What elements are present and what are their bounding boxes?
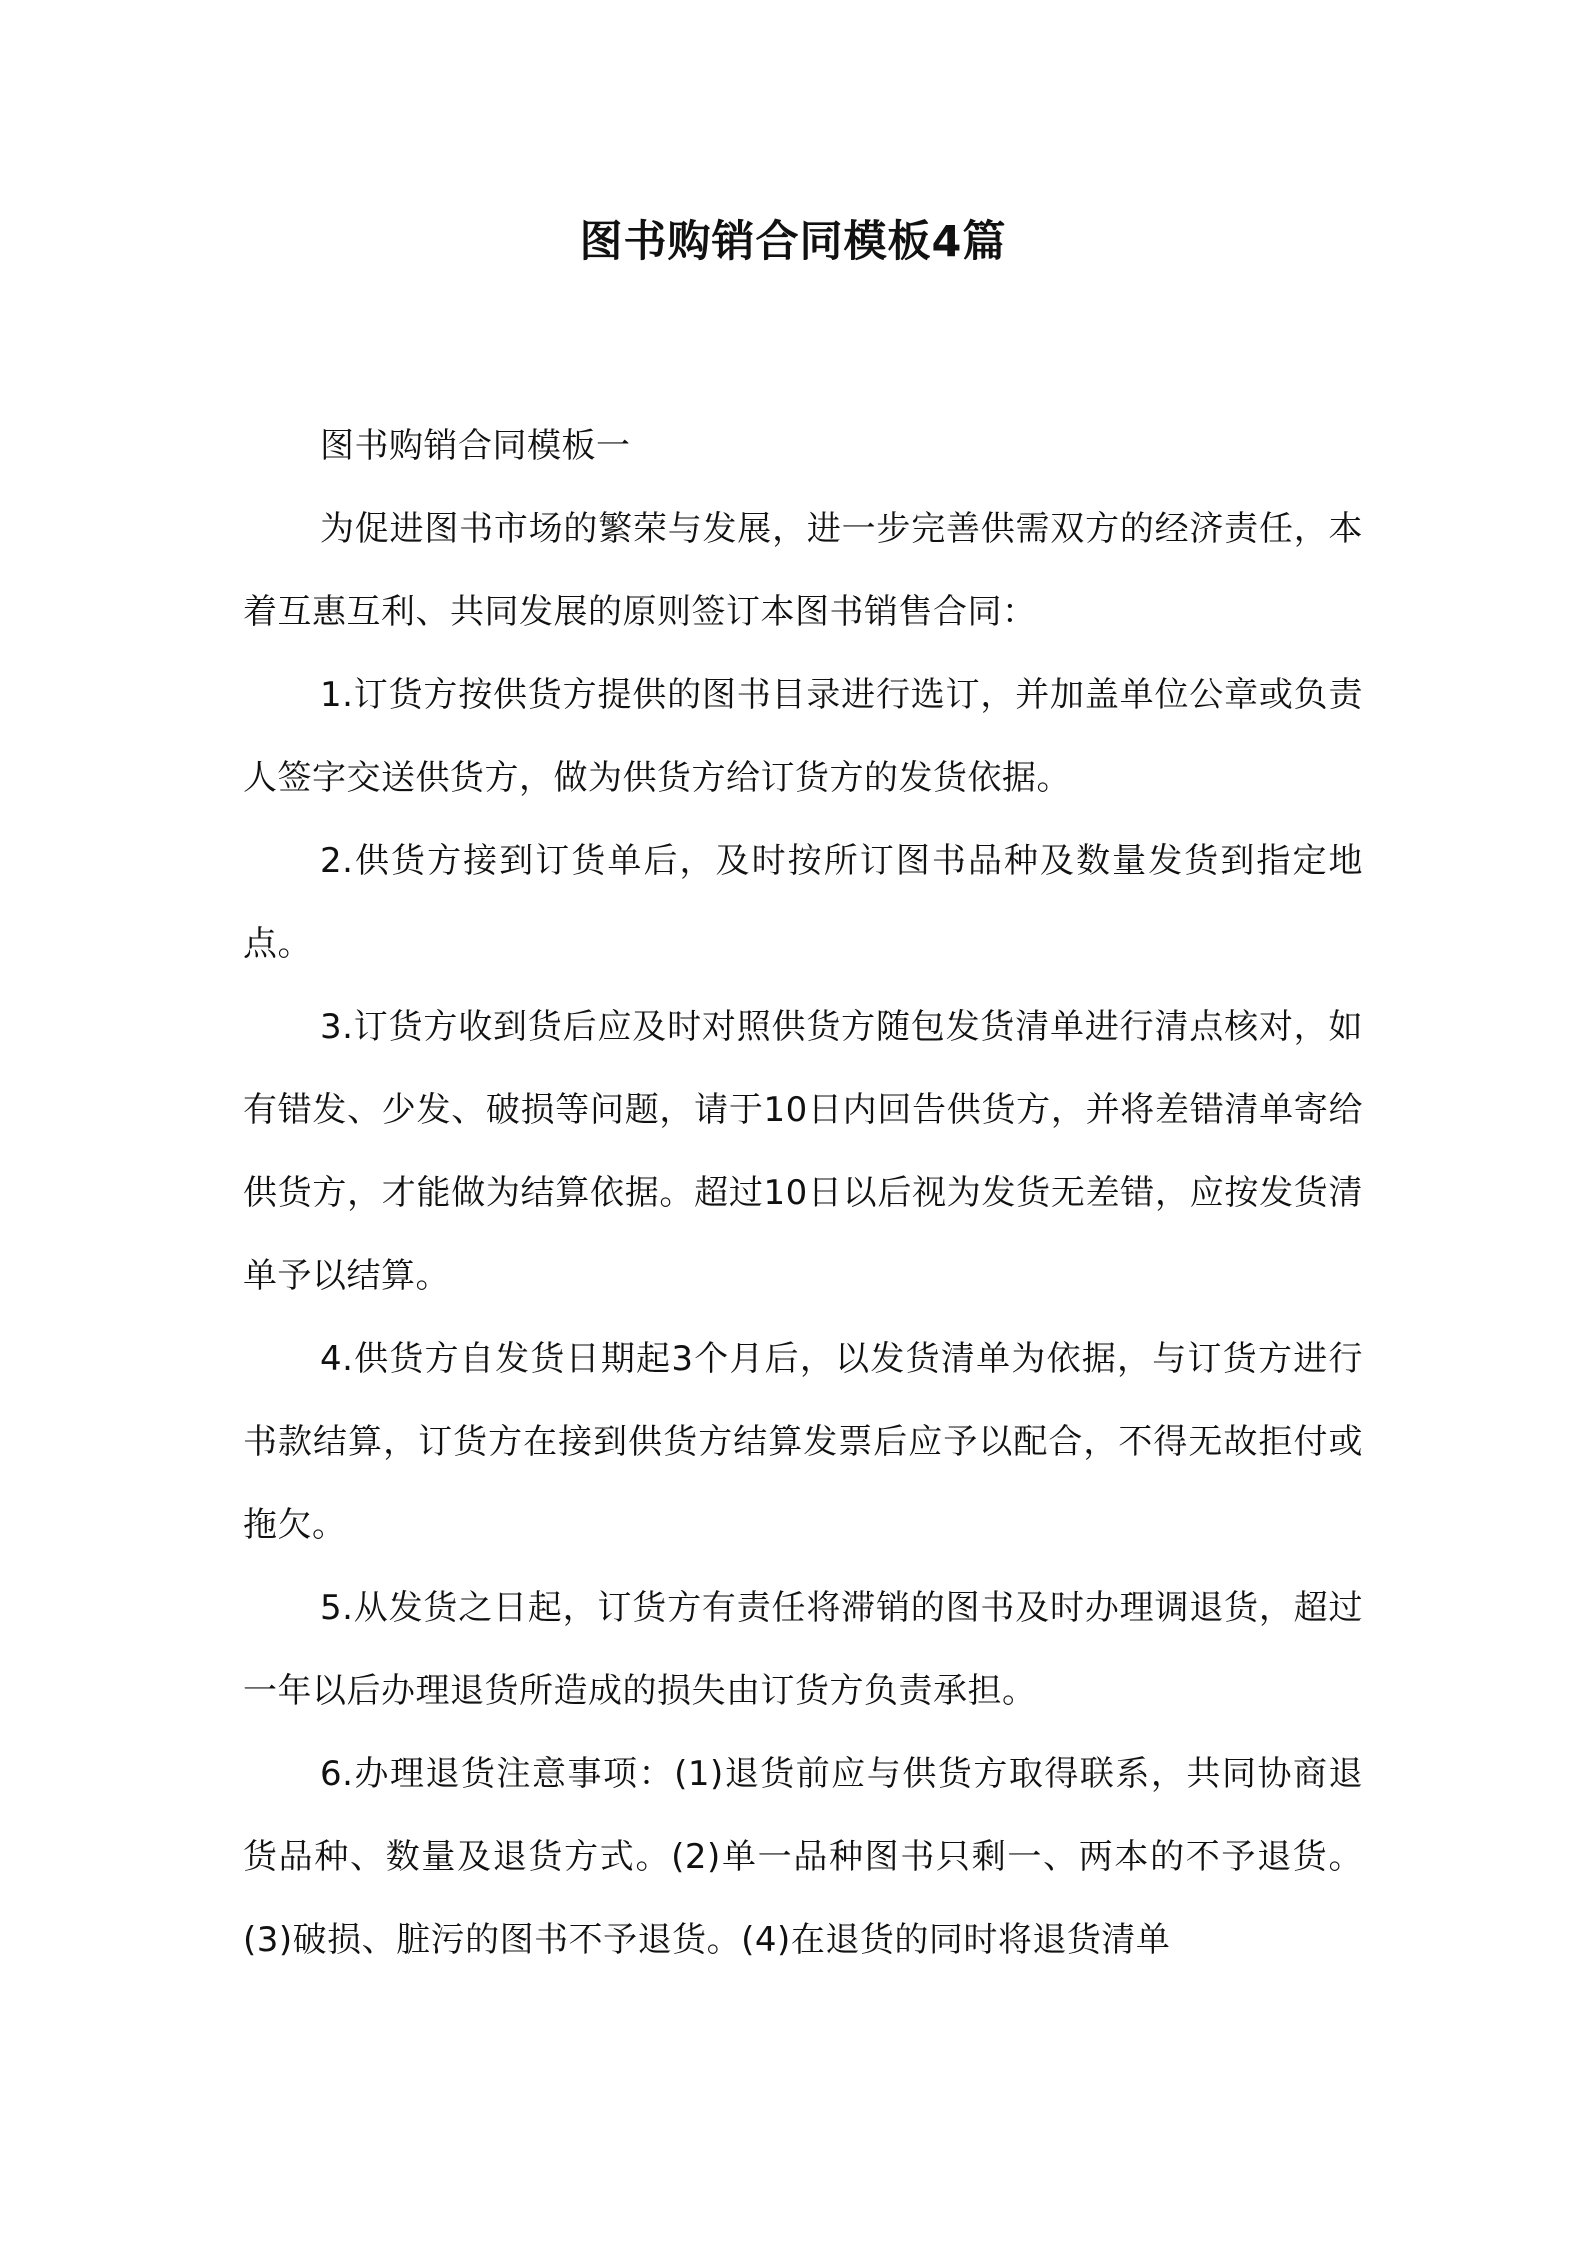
clause-6: 6.办理退货注意事项：(1)退货前应与供货方取得联系，共同协商退货品种、数量及退货方式。(2)单一品种图书只剩一、两本的不予退货。(3)破损、脏污的图书不予退货。(4)在退货的同时将退货清单 <box>243 1754 1363 1960</box>
paragraph-intro: 为促进图书市场的繁荣与发展，进一步完善供需双方的经济责任，本着互惠互利、共同发展的原则签订本图书销售合同： <box>243 509 1363 632</box>
clause-3: 3.订货方收到货后应及时对照供货方随包发货清单进行清点核对，如有错发、少发、破损等问题，请于10日内回告供货方，并将差错清单寄给供货方，才能做为结算依据。超过10日以后视为发货无差错，应按发货清单予以结算。 <box>243 1007 1363 1296</box>
clause-2: 2.供货方接到订货单后，及时按所订图书品种及数量发货到指定地点。 <box>243 841 1363 964</box>
document-title: 图书购销合同模板4篇 <box>579 217 1007 267</box>
clause-1: 1.订货方按供货方提供的图书目录进行选订，并加盖单位公章或负责人签字交送供货方，做为供货方给订货方的发货依据。 <box>243 675 1363 798</box>
clause-5: 5.从发货之日起，订货方有责任将滞销的图书及时办理调退货，超过一年以后办理退货所造成的损失由订货方负责承担。 <box>243 1588 1363 1711</box>
section-heading: 图书购销合同模板一 <box>320 426 631 466</box>
clause-4: 4.供货方自发货日期起3个月后，以发货清单为依据，与订货方进行书款结算，订货方在接到供货方结算发票后应予以配合，不得无故拒付或拖欠。 <box>243 1339 1363 1545</box>
document-body <box>243 405 1363 1982</box>
